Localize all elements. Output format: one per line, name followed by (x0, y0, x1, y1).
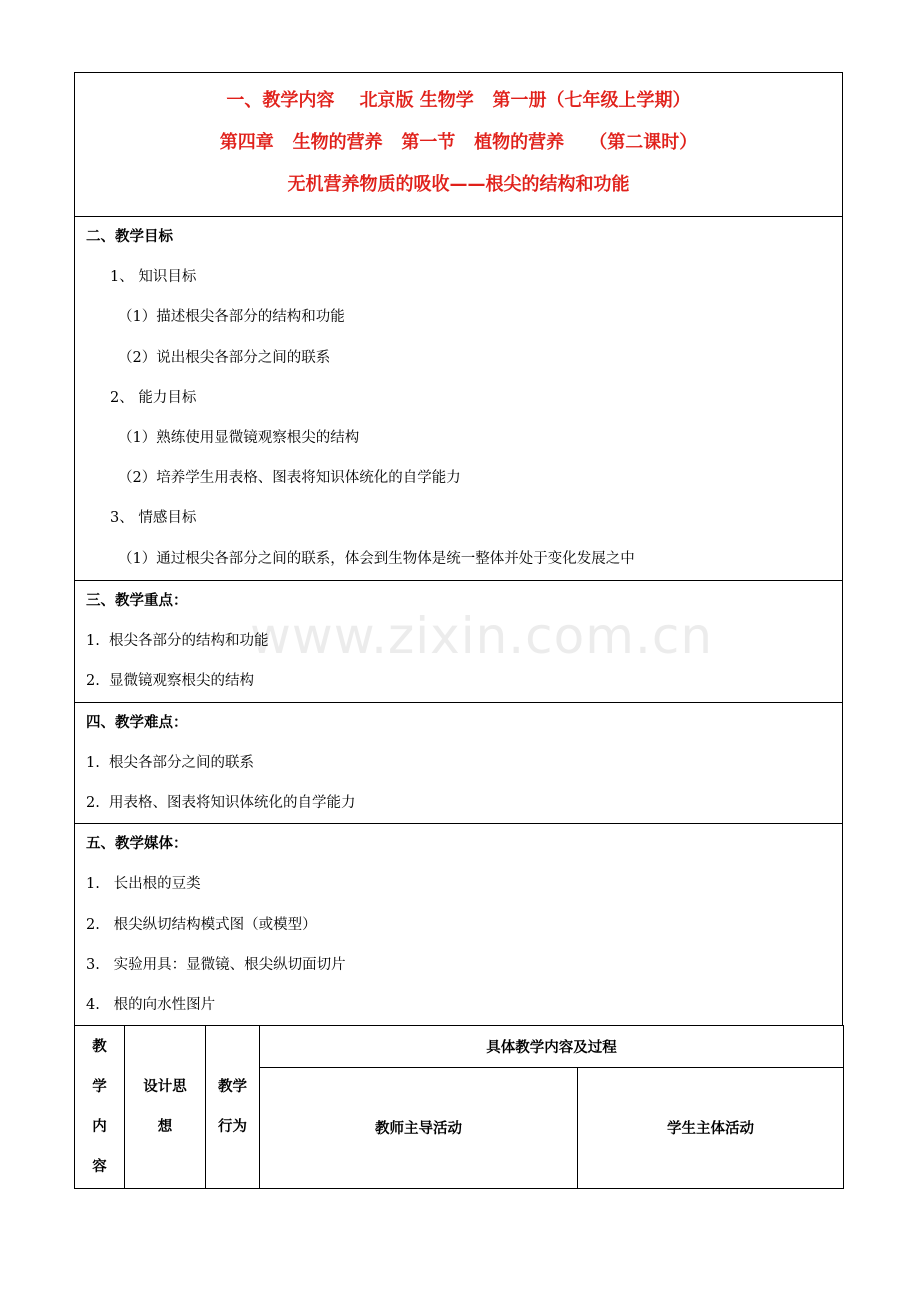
difficulties-section (75, 702, 843, 824)
key-points-section (75, 581, 843, 703)
column-teaching-behavior: 教学 行为 (206, 1026, 260, 1189)
key-point-item: 1. 根尖各部分的结构和功能 (86, 633, 269, 650)
key-point-item: 2. 显微镜观察根尖的结构 (86, 673, 255, 690)
media-item: 3. 实验用具：显微镜、根尖纵切面切片 (86, 956, 346, 973)
goal-item: （1）描述根尖各部分的结构和功能 (118, 309, 345, 326)
difficulty-item: 1. 根尖各部分之间的联系 (86, 754, 255, 771)
lesson-plan (74, 72, 843, 1189)
goal-item: （2）培养学生用表格、图表将知识体统化的自学能力 (118, 470, 461, 487)
student-activity-header: 学生主体活动 (578, 1067, 844, 1189)
teacher-activity-header: 教师主导活动 (260, 1067, 578, 1189)
title-line-1: 一、教学内容 北京版 生物学 第一册（七年级上学期） (226, 90, 691, 111)
media-section (75, 824, 843, 1026)
difficulty-item: 2. 用表格、图表将知识体统化的自学能力 (86, 794, 356, 811)
process-header: 具体教学内容及过程 (260, 1026, 844, 1068)
goal-item: （1）熟练使用显微镜观察根尖的结构 (118, 429, 360, 446)
goal-item: （2）说出根尖各部分之间的联系 (118, 349, 331, 366)
goal-item: 2、 能力目标 (110, 389, 197, 406)
key-points-heading: 三、教学重点： (86, 593, 188, 609)
title-block (75, 73, 843, 217)
goal-item: （1）通过根尖各部分之间的联系，体会到生物体是统一整体并处于变化发展之中 (118, 550, 635, 567)
process-table (74, 1025, 844, 1189)
column-design-idea: 设计思 想 (125, 1026, 206, 1189)
goals-heading: 二、教学目标 (86, 229, 173, 245)
media-item: 2. 根尖纵切结构模式图（或模型） (86, 916, 317, 933)
media-item: 4. 根的向水性图片 (86, 996, 216, 1013)
difficulties-heading: 四、教学难点： (86, 714, 188, 731)
title-line-2: 第四章 生物的营养 第一节 植物的营养 （第二课时） (219, 132, 698, 153)
column-teaching-content: 教 学 内 容 (75, 1026, 125, 1189)
lesson-plan-table (74, 72, 843, 1026)
goal-item: 1、 知识目标 (110, 269, 197, 286)
goals-section (75, 217, 843, 581)
title-line-3: 无机营养物质的吸收——根尖的结构和功能 (287, 174, 630, 195)
media-heading: 五、教学媒体： (86, 836, 188, 853)
media-item: 1. 长出根的豆类 (86, 876, 201, 893)
goal-item: 3、 情感目标 (110, 510, 197, 527)
watermark: www.zixin.com.cn (250, 607, 714, 665)
